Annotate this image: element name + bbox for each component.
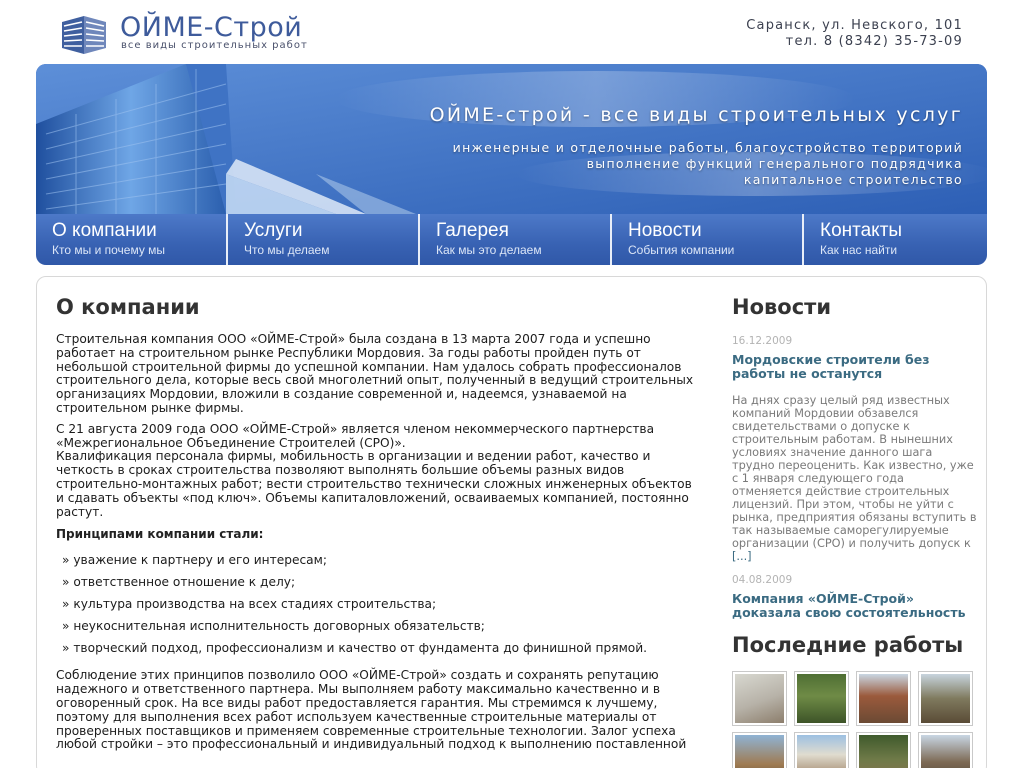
nav-title: Контакты xyxy=(820,220,903,241)
list-item: » культура производства на всех стадиях строительства; xyxy=(62,597,437,612)
recent-works-heading: Последние работы xyxy=(732,633,964,657)
work-thumbnail[interactable] xyxy=(918,732,973,768)
work-thumbnail[interactable] xyxy=(856,671,911,726)
nav-subtitle: Что мы делаем xyxy=(244,243,330,257)
main-panel xyxy=(36,276,987,768)
work-thumbnail[interactable] xyxy=(794,671,849,726)
list-item: » ответственное отношение к делу; xyxy=(62,575,296,590)
nav-title: О компании xyxy=(52,220,157,241)
nav-subtitle: Как нас найти xyxy=(820,243,898,257)
news-headline-link[interactable]: Компания «ОЙМЕ-Строй» доказала свою состоятельность xyxy=(732,591,966,620)
news-entry xyxy=(732,574,977,620)
main-nav xyxy=(36,214,987,265)
nav-item-gallery[interactable] xyxy=(420,214,612,265)
banner-title: ОЙМЕ-строй - все виды строительных услуг xyxy=(429,104,963,126)
header-contacts xyxy=(746,18,963,50)
read-more-link[interactable]: [...] xyxy=(732,550,752,563)
banner-line: выполнение функций генерального подрядчика xyxy=(586,156,963,171)
nav-title: Новости xyxy=(628,220,702,241)
page-title: О компании xyxy=(56,295,200,319)
list-item: » уважение к партнеру и его интересам; xyxy=(62,553,327,568)
work-thumbnail[interactable] xyxy=(856,732,911,768)
banner-line: капитальное строительство xyxy=(743,172,963,187)
news-date: 16.12.2009 xyxy=(732,335,793,347)
nav-subtitle: Кто мы и почему мы xyxy=(52,243,166,257)
nav-item-contacts[interactable] xyxy=(804,214,987,265)
nav-subtitle: Как мы это делаем xyxy=(436,243,542,257)
news-excerpt-text: На днях сразу целый ряд известных компаний Мордовии обзавелся свидетельствами о допуске к строительным работам. В нынешних условиях значение данного шага трудно переоценить. Как известно, уже с 1 января следующего года отменяется действие строительных лицензий. При этом, чтобы не уйти с рынка, предприятия обязаны вступить в так называемые саморегулируемые организации (СРО) и получить допуск к xyxy=(732,394,977,550)
nav-title: Галерея xyxy=(436,220,509,241)
work-thumbnail[interactable] xyxy=(732,671,787,726)
nav-item-news[interactable] xyxy=(612,214,804,265)
work-thumbnail[interactable] xyxy=(918,671,973,726)
article-paragraph: Соблюдение этих принципов позволило ООО «ОЙМЕ-Строй» создать и сохранять репутацию надежного и ответственного партнера. Мы выполняем работу максимально качественно и в оговоренный срок. На все виды работ предоставляется гарантия. Мы стремимся к лучшему, поэтому для выполнения всех работ используем качественные строительные материалы от проверенных поставщиков и применяем современные строительные технологии. Залог успеха любой стройки – это профессиональный и индивидуальный подход к выполнению поставленной xyxy=(56,668,687,752)
recent-works-gallery xyxy=(732,671,977,768)
list-item: » неукоснительная исполнительность договорных обязательств; xyxy=(62,619,485,634)
list-item: » творческий подход, профессионализм и качество от фундамента до финишной прямой. xyxy=(62,641,648,656)
banner-skyscraper-image xyxy=(36,64,987,214)
news-date: 04.08.2009 xyxy=(732,574,793,586)
hero-banner xyxy=(36,64,987,214)
nav-item-about[interactable] xyxy=(36,214,228,265)
article-paragraph: Строительная компания ООО «ОЙМЕ-Строй» была создана в 13 марта 2007 года и успешно работает на строительном рынке Республики Мордовия. За годы работы пройден путь от небольшой строительной фирмы до успешной компании. Нам удалось собрать профессионалов строительного дела, которые весь свой многолетний опыт, полученный в ведущий строительных организациях Мордовии, вложили в создание современной и, надеемся, узнаваемой на строительном рынке фирмы. xyxy=(56,332,694,415)
news-excerpt xyxy=(732,394,977,563)
article-paragraph: С 21 августа 2009 года ООО «ОЙМЕ-Строй» является членом некоммерческого партнерства «Межрегиональное Объединение Строителей (СРО)». xyxy=(56,421,655,450)
principles-heading: Принципами компании стали: xyxy=(56,527,264,542)
article-paragraph: Квалификация персонала фирмы, мобильность в организации и ведении работ, качество и четкость в сроках строительства позволяют выполнять большие объемы разных видов строительно-монтажных работ; вести строительство технически сложных инженерных объектов и сдавать объекты «под ключ». Объемы капиталовложений, осваиваемых компанией, постоянно растут. xyxy=(56,449,692,519)
news-entry xyxy=(732,335,977,563)
logo-building-icon[interactable] xyxy=(60,14,108,56)
address-text: Саранск, ул. Невского, 101 xyxy=(746,18,963,33)
phone-text: тел. 8 (8342) 35-73-09 xyxy=(785,34,963,49)
banner-services xyxy=(453,140,963,188)
banner-line: инженерные и отделочные работы, благоустройство территорий xyxy=(452,140,963,155)
site-header xyxy=(0,0,1024,64)
work-thumbnail[interactable] xyxy=(732,732,787,768)
article xyxy=(56,295,701,759)
nav-title: Услуги xyxy=(244,220,303,241)
nav-item-services[interactable] xyxy=(228,214,420,265)
news-heading: Новости xyxy=(732,295,832,319)
sidebar xyxy=(732,295,977,768)
news-headline-link[interactable]: Мордовские строители без работы не останутся xyxy=(732,352,930,381)
principles-list xyxy=(56,553,701,655)
logo-subtitle: все виды строительных работ xyxy=(121,40,308,51)
logo-title[interactable]: ОЙМЕ-Строй xyxy=(120,12,303,43)
work-thumbnail[interactable] xyxy=(794,732,849,768)
nav-subtitle: События компании xyxy=(628,243,735,257)
